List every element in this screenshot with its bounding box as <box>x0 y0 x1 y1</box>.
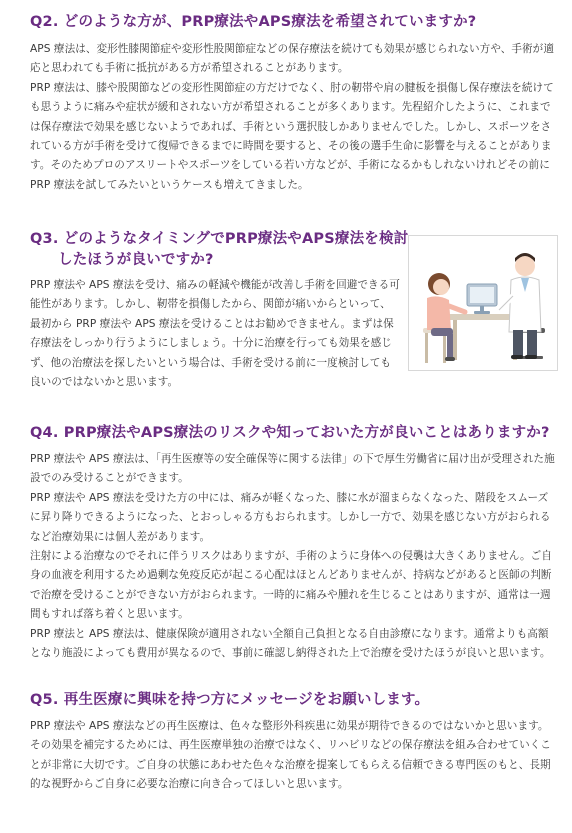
doctor-consultation-illustration <box>408 235 558 371</box>
q5-paragraph-1: PRP 療法や APS 療法などの再生医療は、色々な整形外科疾患に効果が期待できるのではないかと思います。その効果を補完するためには、再生医療単独の治療ではなく、リハビリなどの保存療法を組み合わせていくことが非常に大切です。ご自身の状態にあわせた色々な治療を提案してもらえる信頼できる専門医のもと、長期的な視野からご自身に必要な治療に向き合ってほしいと思います。 <box>30 720 552 791</box>
q4-paragraph-4: PRP 療法と APS 療法は、健康保険が適用されない全額自己負担となる自由診療になります。通常よりも高額となり施設によっても費用が異なるので、事前に確認し納得された上で治療を受けたほうが良いと思います。 <box>30 627 551 660</box>
q4-paragraph-3: 注射による治療なのでそれに伴うリスクはありますが、手術のように身体への侵襲は大きくありません。ご自身の血液を利用するため過剰な免疫反応が起こる心配はほとんどありませんが、持病などがあると医師の判断で治療を受けることができない方がおられます。一時的に痛みや腫れを生じることはありますが、通常は一週間もすれば落ち着くと思います。 <box>30 550 552 621</box>
q4-paragraph-1: PRP 療法や APS 療法は、「再生医療等の安全確保等に関する法律」の下で厚生労働省に届け出が受理された施設でのみ受けることができます。 <box>30 453 555 485</box>
q2-heading: Q2. どのような方が、PRP療法やAPS療法を希望されていますか? <box>30 14 477 30</box>
q3-heading-line-1: Q3. どのようなタイミングでPRP療法やAPS療法を検討 <box>30 231 409 247</box>
q2-paragraph-2: PRP 療法は、膝や股関節などの変形性関節症の方だけでなく、肘の靭帯や肩の腱板を損傷し保存療法を続けても思うように痛みや症状が緩和されない方が希望されることが多くあります。先程紹介したように、これまでは保存療法で効果を感じないようであれば、手術という選択肢しかありませんでした。しかし、スポーツをされている方が手術を受けて復帰できるまでに時間を要すると、その後の選手生命に影響を与えることがあります。そのためプロのアスリートやスポーツをしている若い方などが、手術になるかもしれないけれどその前に PRP 療法を試してみたいというケースも増えてきました。 <box>30 81 554 191</box>
q3-heading-line-2: したほうが良いですか? <box>58 252 214 268</box>
q5-heading: Q5. 再生医療に興味を持つ方にメッセージをお願いします。 <box>30 692 430 708</box>
consultation-scene-icon <box>409 236 557 370</box>
q5-section <box>30 690 558 795</box>
q4-paragraph-2: PRP 療法や APS 療法を受けた方の中には、痛みが軽くなった、膝に水が溜まらなくなった、階段をスムーズに昇り降りできるようになった、とおっしゃる方もおられます。しかし一方で、効果を感じない方がおられるなど治療効果には個人差があります。 <box>30 491 551 543</box>
q4-section <box>30 423 558 663</box>
q4-heading: Q4. PRP療法やAPS療法のリスクや知っておいた方が良いことはありますか? <box>30 425 550 441</box>
q2-paragraph-1: APS 療法は、変形性膝関節症や変形性股関節症などの保存療法を続けても効果が感じられない方や、手術が適応と思われても手術に抵抗がある方が希望されることがあります。 <box>30 43 554 75</box>
q3-paragraph-1: PRP 療法や APS 療法を受け、痛みの軽減や機能が改善し手術を回避できる可能性があります。しかし、靭帯を損傷したから、関節が痛いからといって、最初から PRP 療法や APS 療法を受けることはお勧めできません。まずは保存療法をしっかり行うようにしましょう。十分に治療を行っても効果を感じず、他の治療法を探したいという場合は、手術を受ける前に一度検討しても良いのではないかと思います。 <box>30 279 400 389</box>
q2-section <box>30 12 558 195</box>
